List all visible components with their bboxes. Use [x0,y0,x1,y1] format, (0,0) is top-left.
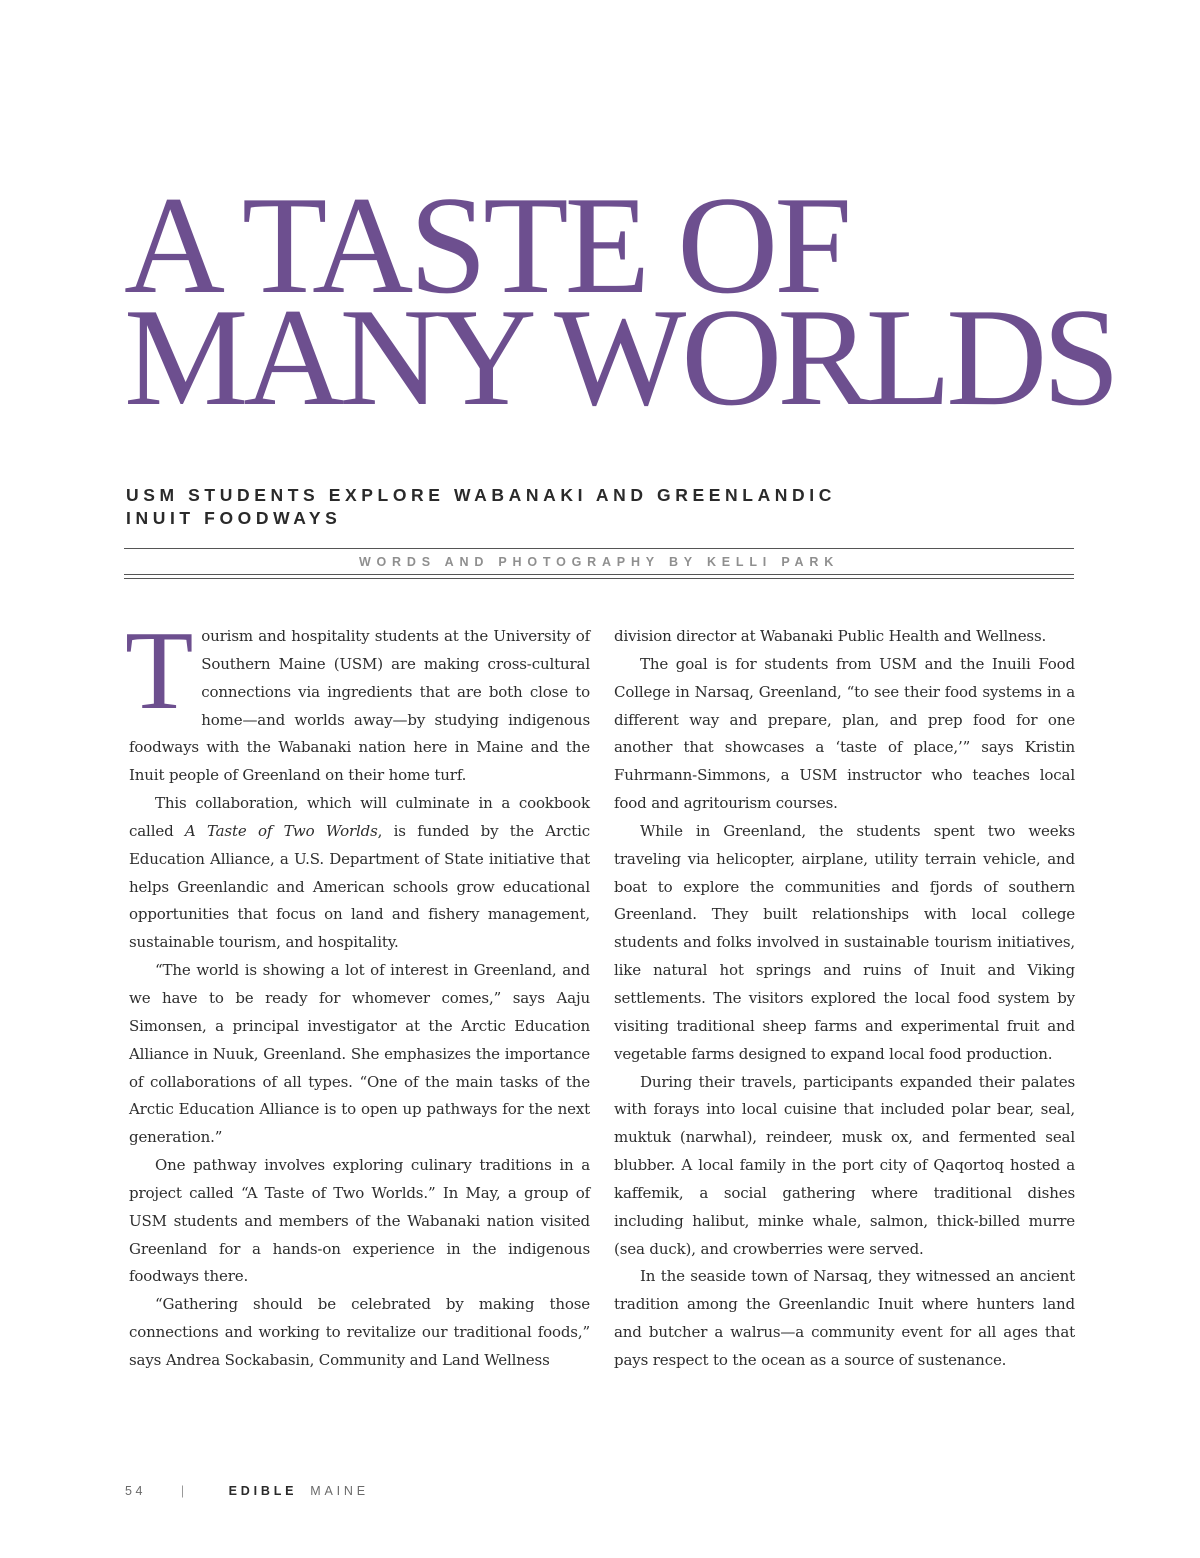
paragraph-7: While in Greenland, the students spent two weeks traveling via helicopter, airplane, utility terrain vehicle, and boat to explore the communities and fjords of southern Greenland. They built relationships with local college students and folks involved in sustainable tourism initiatives, like natural hot springs and ruins of Inuit and Viking settlements. The visitors explored the local food system by visiting traditional sheep farms and experimental fruit and vegetable farms designed to expand local food production. [614,821,1075,1063]
paragraph-5-continued: division director at Wabanaki Public Health and Wellness. [614,627,1047,645]
title-line-1: A TASTE OF [124,168,849,323]
drop-cap: T [125,609,194,733]
subtitle-line-1: USM STUDENTS EXPLORE WABANAKI AND GREENLANDIC [126,485,836,505]
article-subtitle [126,484,946,530]
paragraph-4: One pathway involves exploring culinary traditions in a project called “A Taste of Two Worlds.” In May, a group of USM students and members of the Wabanaki nation visited Greenland for a hands-on experience in the indigenous foodways there. [129,1156,590,1286]
paragraph-5: “Gathering should be celebrated by making those connections and working to revitalize our traditional foods,” says Andrea Sockabasin, Community and Land Wellness [129,1295,590,1369]
publication-name-light: MAINE [310,1484,369,1498]
paragraph-8: During their travels, participants expanded their palates with forays into local cuisine that included polar bear, seal, muktuk (narwhal), reindeer, musk ox, and fermented seal blubber. A local family in the port city of Qaqortoq hosted a kaffemik, a social gathering where traditional dishes including halibut, minke whale, salmon, thick-billed murre (sea duck), and crowberries were served. [614,1072,1075,1258]
paragraph-3: “The world is showing a lot of interest in Greenland, and we have to be ready for whomever comes,” says Aaju Simonsen, a principal investigator at the Arctic Education Alliance in Nuuk, Greenland. She emphasizes the importance of collaborations of all types. “One of the main tasks of the Arctic Education Alliance is to open up pathways for the next generation.” [129,961,590,1147]
paragraph-1 [125,609,590,790]
article-column-left [125,609,590,1375]
publication-name-bold: EDIBLE [228,1484,298,1498]
byline: WORDS AND PHOTOGRAPHY BY KELLI PARK [358,555,840,569]
book-title: A Taste of Two Worlds [184,821,378,840]
page-footer [125,1484,369,1498]
byline-top-rule [124,548,1074,549]
paragraph-2 [129,790,590,957]
title-line-2: MANY WORLDS [124,280,1116,435]
byline-bottom-rule-1 [124,574,1074,575]
page-number: 54 [125,1484,146,1498]
byline-bottom-rule-2 [124,578,1074,579]
subtitle-line-2: INUIT FOODWAYS [126,508,342,528]
paragraph-2-text-b: , is funded by the Arctic Education Alliance, a U.S. Department of State initiative that helps Greenlandic and American schools grow educational opportunities that focus on land and fishery management, sustainable tourism, and hospitality. [129,821,590,952]
paragraph-1-text: ourism and hospitality students at the University of Southern Maine (USM) are making cross-cultural connections via ingredients that are both close to home—and worlds away—by studying indigenous foodways with the Wabanaki nation here in Maine and the Inuit people of Greenland on their home turf. [129,627,590,785]
paragraph-2-text-a: This collaboration, which will culminate in a cookbook called [129,794,590,840]
article-title [124,168,1124,435]
paragraph-6: The goal is for students from USM and the Inuili Food College in Narsaq, Greenland, “to see their food systems in a different way and prepare, plan, and prep food for one another that showcases a ‘taste of place,’” says Kristin Fuhrmann-Simmons, a USM instructor who teaches local food and agritourism courses. [614,654,1075,813]
paragraph-9: In the seaside town of Narsaq, they witnessed an ancient tradition among the Greenlandic Inuit where hunters land and butcher a walrus—a community event for all ages that pays respect to the ocean as a source of sustenance. [614,1267,1075,1369]
footer-separator: | [180,1484,188,1498]
article-column-right [614,623,1075,1375]
